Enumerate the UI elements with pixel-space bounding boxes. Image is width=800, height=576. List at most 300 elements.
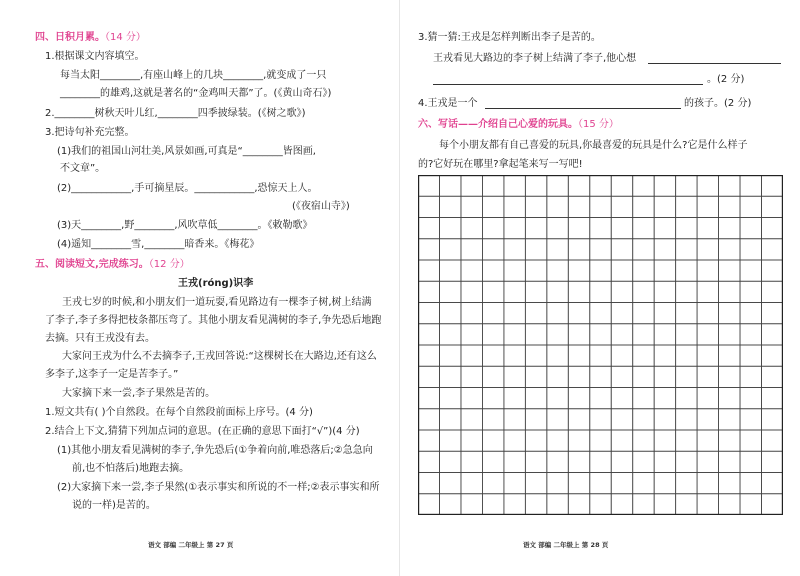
grid-cell[interactable] <box>568 345 589 366</box>
grid-cell[interactable] <box>719 366 740 387</box>
grid-cell[interactable] <box>482 196 503 217</box>
grid-cell[interactable] <box>525 366 546 387</box>
grid-cell[interactable] <box>719 473 740 494</box>
grid-cell[interactable] <box>611 260 632 281</box>
grid-cell[interactable] <box>482 451 503 472</box>
grid-cell[interactable] <box>719 175 740 196</box>
grid-cell[interactable] <box>762 345 783 366</box>
grid-cell[interactable] <box>719 409 740 430</box>
grid-cell[interactable] <box>504 409 525 430</box>
grid-cell[interactable] <box>504 451 525 472</box>
grid-cell[interactable] <box>697 473 718 494</box>
grid-cell[interactable] <box>611 388 632 409</box>
grid-cell[interactable] <box>633 451 654 472</box>
grid-cell[interactable] <box>633 430 654 451</box>
grid-cell[interactable] <box>590 430 611 451</box>
grid-cell[interactable] <box>482 260 503 281</box>
grid-cell[interactable] <box>547 175 568 196</box>
grid-cell[interactable] <box>504 239 525 260</box>
grid-cell[interactable] <box>504 281 525 302</box>
grid-cell[interactable] <box>461 473 482 494</box>
story-paragraph-1-line-3: 去摘。只有王戎没有去。 <box>45 333 155 344</box>
grid-cell[interactable] <box>676 218 697 239</box>
grid-cell[interactable] <box>611 430 632 451</box>
reading-question-3: 3.猜一猜:王戎是怎样判断出李子是苦的。 <box>418 32 601 43</box>
grid-cell[interactable] <box>504 345 525 366</box>
grid-cell[interactable] <box>439 366 460 387</box>
grid-cell[interactable] <box>439 281 460 302</box>
question-3-2: (2)____________,手可摘星辰。____________,恐惊天上人。 <box>57 183 318 194</box>
grid-cell[interactable] <box>418 239 439 260</box>
grid-cell[interactable] <box>568 430 589 451</box>
grid-cell[interactable] <box>633 281 654 302</box>
grid-cell[interactable] <box>697 175 718 196</box>
grid-cell[interactable] <box>461 324 482 345</box>
grid-cell[interactable] <box>568 388 589 409</box>
grid-cell[interactable] <box>697 366 718 387</box>
grid-cell[interactable] <box>762 473 783 494</box>
grid-cell[interactable] <box>568 260 589 281</box>
grid-cell[interactable] <box>418 451 439 472</box>
grid-cell[interactable] <box>525 409 546 430</box>
grid-cell[interactable] <box>525 303 546 324</box>
grid-cell[interactable] <box>547 260 568 281</box>
grid-cell[interactable] <box>439 324 460 345</box>
grid-cell[interactable] <box>482 345 503 366</box>
grid-cell[interactable] <box>590 324 611 345</box>
grid-cell[interactable] <box>547 494 568 515</box>
grid-cell[interactable] <box>676 345 697 366</box>
grid-cell[interactable] <box>547 388 568 409</box>
grid-cell[interactable] <box>611 175 632 196</box>
grid-cell[interactable] <box>504 303 525 324</box>
grid-cell[interactable] <box>611 409 632 430</box>
story-paragraph-1-line-2: 了李子,李子多得把枝条都压弯了。其他小朋友看见满树的李子,争先恐后地跑 <box>45 315 382 326</box>
grid-cell[interactable] <box>740 218 761 239</box>
grid-cell[interactable] <box>633 303 654 324</box>
grid-cell[interactable] <box>654 451 675 472</box>
grid-cell[interactable] <box>482 175 503 196</box>
grid-cell[interactable] <box>719 494 740 515</box>
grid-cell[interactable] <box>633 196 654 217</box>
grid-cell[interactable] <box>611 366 632 387</box>
grid-cell[interactable] <box>482 303 503 324</box>
left-page-footer: 语文 部编 二年级上 第 27 页 <box>148 541 234 549</box>
story-paragraph-2-line-1: 大家问王戎为什么不去摘李子,王戎回答说:“这棵树长在大路边,还有这么 <box>62 351 377 362</box>
grid-cell[interactable] <box>697 494 718 515</box>
grid-cell[interactable] <box>654 345 675 366</box>
grid-cell[interactable] <box>547 473 568 494</box>
grid-cell[interactable] <box>762 366 783 387</box>
grid-cell[interactable] <box>547 430 568 451</box>
grid-cell[interactable] <box>504 324 525 345</box>
grid-cell[interactable] <box>633 366 654 387</box>
grid-cell[interactable] <box>719 260 740 281</box>
grid-cell[interactable] <box>461 366 482 387</box>
grid-cell[interactable] <box>525 281 546 302</box>
grid-cell[interactable] <box>568 281 589 302</box>
grid-cell[interactable] <box>719 451 740 472</box>
grid-cell[interactable] <box>504 473 525 494</box>
grid-cell[interactable] <box>719 281 740 302</box>
grid-cell[interactable] <box>762 494 783 515</box>
grid-cell[interactable] <box>740 366 761 387</box>
writing-grid[interactable] <box>418 175 783 515</box>
grid-cell[interactable] <box>439 175 460 196</box>
grid-cell[interactable] <box>719 218 740 239</box>
grid-cell[interactable] <box>740 451 761 472</box>
grid-cell[interactable] <box>439 303 460 324</box>
grid-cell[interactable] <box>504 494 525 515</box>
grid-cell[interactable] <box>482 281 503 302</box>
grid-cell[interactable] <box>504 196 525 217</box>
grid-cell[interactable] <box>439 345 460 366</box>
grid-cell[interactable] <box>740 388 761 409</box>
grid-cell[interactable] <box>482 218 503 239</box>
grid-cell[interactable] <box>740 430 761 451</box>
grid-cell[interactable] <box>525 345 546 366</box>
grid-cell[interactable] <box>719 239 740 260</box>
grid-cell[interactable] <box>439 239 460 260</box>
grid-cell[interactable] <box>697 281 718 302</box>
grid-cell[interactable] <box>439 494 460 515</box>
grid-cell[interactable] <box>568 473 589 494</box>
grid-cell[interactable] <box>697 430 718 451</box>
grid-cell[interactable] <box>697 260 718 281</box>
grid-cell[interactable] <box>654 239 675 260</box>
grid-cell[interactable] <box>482 494 503 515</box>
grid-cell[interactable] <box>568 303 589 324</box>
grid-cell[interactable] <box>762 239 783 260</box>
grid-cell[interactable] <box>633 494 654 515</box>
grid-cell[interactable] <box>590 409 611 430</box>
grid-cell[interactable] <box>719 196 740 217</box>
grid-cell[interactable] <box>654 175 675 196</box>
question-1: 1.根据课文内容填空。 <box>45 51 145 62</box>
grid-cell[interactable] <box>654 303 675 324</box>
grid-cell[interactable] <box>504 218 525 239</box>
grid-cell[interactable] <box>676 239 697 260</box>
grid-cell[interactable] <box>418 494 439 515</box>
grid-cell[interactable] <box>418 409 439 430</box>
grid-cell[interactable] <box>547 409 568 430</box>
grid-cell[interactable] <box>504 260 525 281</box>
grid-cell[interactable] <box>633 218 654 239</box>
grid-cell[interactable] <box>439 218 460 239</box>
reading-question-2-1-line-1: (1)其他小朋友看见满树的李子,争先恐后(①争着向前,唯恐落后;②急急向 <box>57 445 373 456</box>
grid-cell[interactable] <box>611 345 632 366</box>
grid-cell[interactable] <box>418 281 439 302</box>
grid-cell[interactable] <box>461 451 482 472</box>
grid-cell[interactable] <box>504 366 525 387</box>
grid-cell[interactable] <box>633 409 654 430</box>
grid-cell[interactable] <box>547 451 568 472</box>
grid-cell[interactable] <box>611 303 632 324</box>
section-5-title: 五、阅读短文,完成练习。（12 分） <box>35 259 190 270</box>
question-3-3: (3)天________,野________,风吹草低________。《敕勒歌》 <box>57 220 313 231</box>
reading-question-4-suffix: 的孩子。(2 分) <box>684 98 752 109</box>
grid-cell[interactable] <box>568 494 589 515</box>
grid-cell[interactable] <box>461 196 482 217</box>
grid-cell[interactable] <box>676 388 697 409</box>
grid-cell[interactable] <box>418 303 439 324</box>
grid-cell[interactable] <box>762 324 783 345</box>
grid-cell[interactable] <box>482 430 503 451</box>
grid-cell[interactable] <box>633 388 654 409</box>
grid-cell[interactable] <box>547 196 568 217</box>
grid-cell[interactable] <box>740 281 761 302</box>
grid-cell[interactable] <box>525 451 546 472</box>
grid-cell[interactable] <box>590 281 611 302</box>
grid-cell[interactable] <box>697 218 718 239</box>
grid-cell[interactable] <box>418 324 439 345</box>
grid-cell[interactable] <box>676 494 697 515</box>
grid-cell[interactable] <box>418 473 439 494</box>
grid-cell[interactable] <box>461 239 482 260</box>
grid-cell[interactable] <box>547 345 568 366</box>
grid-cell[interactable] <box>676 175 697 196</box>
grid-cell[interactable] <box>697 239 718 260</box>
reading-question-2: 2.结合上下文,猜猜下列加点词的意思。(在正确的意思下面打“√”)(4 分) <box>45 426 360 437</box>
grid-cell[interactable] <box>482 388 503 409</box>
grid-cell[interactable] <box>568 239 589 260</box>
grid-cell[interactable] <box>740 196 761 217</box>
grid-cell[interactable] <box>654 388 675 409</box>
grid-cell[interactable] <box>740 409 761 430</box>
grid-cell[interactable] <box>461 281 482 302</box>
grid-cell[interactable] <box>418 345 439 366</box>
grid-cell[interactable] <box>654 473 675 494</box>
grid-cell[interactable] <box>676 281 697 302</box>
answer-line[interactable] <box>648 63 781 64</box>
grid-cell[interactable] <box>461 494 482 515</box>
grid-cell[interactable] <box>547 218 568 239</box>
grid-cell[interactable] <box>654 494 675 515</box>
grid-cell[interactable] <box>719 324 740 345</box>
grid-cell[interactable] <box>590 451 611 472</box>
grid-cell[interactable] <box>590 260 611 281</box>
grid-cell[interactable] <box>590 303 611 324</box>
grid-cell[interactable] <box>762 260 783 281</box>
grid-cell[interactable] <box>568 324 589 345</box>
grid-cell[interactable] <box>633 345 654 366</box>
question-1-line-2: ________的雄鸡,这就是著名的“金鸡叫天都”了。(《黄山奇石》) <box>60 88 332 99</box>
grid-cell[interactable] <box>676 324 697 345</box>
grid-cell[interactable] <box>418 430 439 451</box>
grid-cell[interactable] <box>676 473 697 494</box>
reading-question-2-2-line-2: 说的一样)是苦的。 <box>72 500 156 511</box>
grid-cell[interactable] <box>504 388 525 409</box>
grid-cell[interactable] <box>461 303 482 324</box>
grid-cell[interactable] <box>525 388 546 409</box>
grid-cell[interactable] <box>461 430 482 451</box>
grid-cell[interactable] <box>654 409 675 430</box>
grid-cell[interactable] <box>719 388 740 409</box>
grid-cell[interactable] <box>697 196 718 217</box>
grid-cell[interactable] <box>568 451 589 472</box>
grid-cell[interactable] <box>697 409 718 430</box>
grid-cell[interactable] <box>439 473 460 494</box>
grid-cell[interactable] <box>740 175 761 196</box>
grid-cell[interactable] <box>654 260 675 281</box>
grid-cell[interactable] <box>697 388 718 409</box>
grid-cell[interactable] <box>590 388 611 409</box>
grid-cell[interactable] <box>740 303 761 324</box>
grid-cell[interactable] <box>418 366 439 387</box>
grid-cell[interactable] <box>439 260 460 281</box>
grid-cell[interactable] <box>418 196 439 217</box>
grid-cell[interactable] <box>525 175 546 196</box>
grid-cell[interactable] <box>611 324 632 345</box>
answer-line[interactable] <box>485 108 681 109</box>
grid-cell[interactable] <box>525 218 546 239</box>
grid-cell[interactable] <box>633 239 654 260</box>
grid-cell[interactable] <box>418 388 439 409</box>
grid-cell[interactable] <box>676 303 697 324</box>
grid-cell[interactable] <box>525 494 546 515</box>
grid-cell[interactable] <box>676 366 697 387</box>
grid-cell[interactable] <box>461 409 482 430</box>
grid-cell[interactable] <box>590 175 611 196</box>
grid-cell[interactable] <box>547 281 568 302</box>
grid-cell[interactable] <box>633 175 654 196</box>
grid-cell[interactable] <box>740 494 761 515</box>
writing-prompt-line-2: 的?它好玩在哪里?拿起笔来写一写吧! <box>418 159 583 170</box>
grid-cell[interactable] <box>418 260 439 281</box>
grid-cell[interactable] <box>740 260 761 281</box>
grid-cell[interactable] <box>676 430 697 451</box>
grid-cell[interactable] <box>590 473 611 494</box>
grid-cell[interactable] <box>611 239 632 260</box>
grid-cell[interactable] <box>568 196 589 217</box>
answer-line[interactable] <box>433 84 703 85</box>
grid-cell[interactable] <box>762 303 783 324</box>
grid-cell[interactable] <box>697 303 718 324</box>
grid-cell[interactable] <box>418 218 439 239</box>
grid-cell[interactable] <box>547 324 568 345</box>
grid-cell[interactable] <box>697 451 718 472</box>
section-4-title: 四、日积月累。（14 分） <box>35 32 146 43</box>
grid-cell[interactable] <box>633 260 654 281</box>
grid-cell[interactable] <box>482 366 503 387</box>
grid-cell[interactable] <box>654 196 675 217</box>
grid-cell[interactable] <box>762 409 783 430</box>
grid-cell[interactable] <box>697 345 718 366</box>
grid-cell[interactable] <box>590 494 611 515</box>
grid-cell[interactable] <box>504 430 525 451</box>
grid-cell[interactable] <box>611 451 632 472</box>
grid-cell[interactable] <box>719 303 740 324</box>
grid-cell[interactable] <box>461 218 482 239</box>
grid-cell[interactable] <box>762 175 783 196</box>
grid-cell[interactable] <box>525 239 546 260</box>
grid-cell[interactable] <box>611 473 632 494</box>
grid-cell[interactable] <box>439 196 460 217</box>
grid-cell[interactable] <box>611 218 632 239</box>
story-paragraph-3: 大家摘下来一尝,李子果然是苦的。 <box>62 388 216 399</box>
grid-cell[interactable] <box>654 218 675 239</box>
grid-cell[interactable] <box>762 281 783 302</box>
grid-cell[interactable] <box>482 324 503 345</box>
grid-cell[interactable] <box>654 430 675 451</box>
question-2: 2.________树秋天叶儿红,________四季披绿装。(《树之歌》) <box>45 108 306 119</box>
grid-cell[interactable] <box>719 345 740 366</box>
reading-question-3-answer-prefix: 王戎看见大路边的李子树上结满了李子,他心想 <box>433 53 637 64</box>
grid-cell[interactable] <box>740 473 761 494</box>
grid-cell[interactable] <box>547 303 568 324</box>
grid-cell[interactable] <box>482 473 503 494</box>
grid-cell[interactable] <box>439 451 460 472</box>
grid-cell[interactable] <box>654 281 675 302</box>
grid-cell[interactable] <box>719 430 740 451</box>
grid-cell[interactable] <box>461 260 482 281</box>
grid-cell[interactable] <box>504 175 525 196</box>
question-3-1-line-2: 不文章”。 <box>60 163 106 174</box>
story-paragraph-2-line-2: 多李子,这李子一定是苦李子。” <box>45 369 179 380</box>
grid-cell[interactable] <box>461 345 482 366</box>
grid-cell[interactable] <box>611 281 632 302</box>
grid-cell[interactable] <box>525 260 546 281</box>
grid-cell[interactable] <box>461 388 482 409</box>
grid-cell[interactable] <box>697 324 718 345</box>
grid-cell[interactable] <box>676 451 697 472</box>
grid-cell[interactable] <box>762 196 783 217</box>
grid-cell[interactable] <box>633 473 654 494</box>
question-3-1-line-1: (1)我们的祖国山河壮美,风景如画,可真是“________皆图画, <box>57 146 316 157</box>
grid-cell[interactable] <box>568 409 589 430</box>
grid-cell[interactable] <box>611 196 632 217</box>
grid-cell[interactable] <box>525 324 546 345</box>
grid-cell[interactable] <box>525 473 546 494</box>
grid-cell[interactable] <box>525 196 546 217</box>
grid-cell[interactable] <box>525 430 546 451</box>
grid-cell[interactable] <box>418 175 439 196</box>
grid-cell[interactable] <box>590 345 611 366</box>
grid-cell[interactable] <box>676 196 697 217</box>
grid-cell[interactable] <box>590 196 611 217</box>
story-paragraph-1-line-1: 王戎七岁的时候,和小朋友们一道玩耍,看见路边有一棵李子树,树上结满 <box>62 297 372 308</box>
story-title: 王戎(róng)识李 <box>178 278 254 289</box>
grid-cell[interactable] <box>590 239 611 260</box>
grid-cell[interactable] <box>461 175 482 196</box>
grid-cell[interactable] <box>654 324 675 345</box>
grid-cell[interactable] <box>568 175 589 196</box>
grid-cell[interactable] <box>762 388 783 409</box>
grid-cell[interactable] <box>762 218 783 239</box>
grid-cell[interactable] <box>633 324 654 345</box>
grid-cell[interactable] <box>547 366 568 387</box>
grid-cell[interactable] <box>568 218 589 239</box>
grid-cell[interactable] <box>762 430 783 451</box>
grid-cell[interactable] <box>547 239 568 260</box>
grid-cell[interactable] <box>611 494 632 515</box>
grid-cell[interactable] <box>762 451 783 472</box>
grid-cell[interactable] <box>439 430 460 451</box>
grid-cell[interactable] <box>740 239 761 260</box>
grid-cell[interactable] <box>740 345 761 366</box>
grid-cell[interactable] <box>568 366 589 387</box>
grid-cell[interactable] <box>654 366 675 387</box>
grid-cell[interactable] <box>740 324 761 345</box>
grid-cell[interactable] <box>439 388 460 409</box>
grid-cell[interactable] <box>482 409 503 430</box>
grid-cell[interactable] <box>482 239 503 260</box>
grid-cell[interactable] <box>676 409 697 430</box>
grid-cell[interactable] <box>676 260 697 281</box>
grid-cell[interactable] <box>590 366 611 387</box>
grid-cell[interactable] <box>439 409 460 430</box>
grid-cell[interactable] <box>590 218 611 239</box>
